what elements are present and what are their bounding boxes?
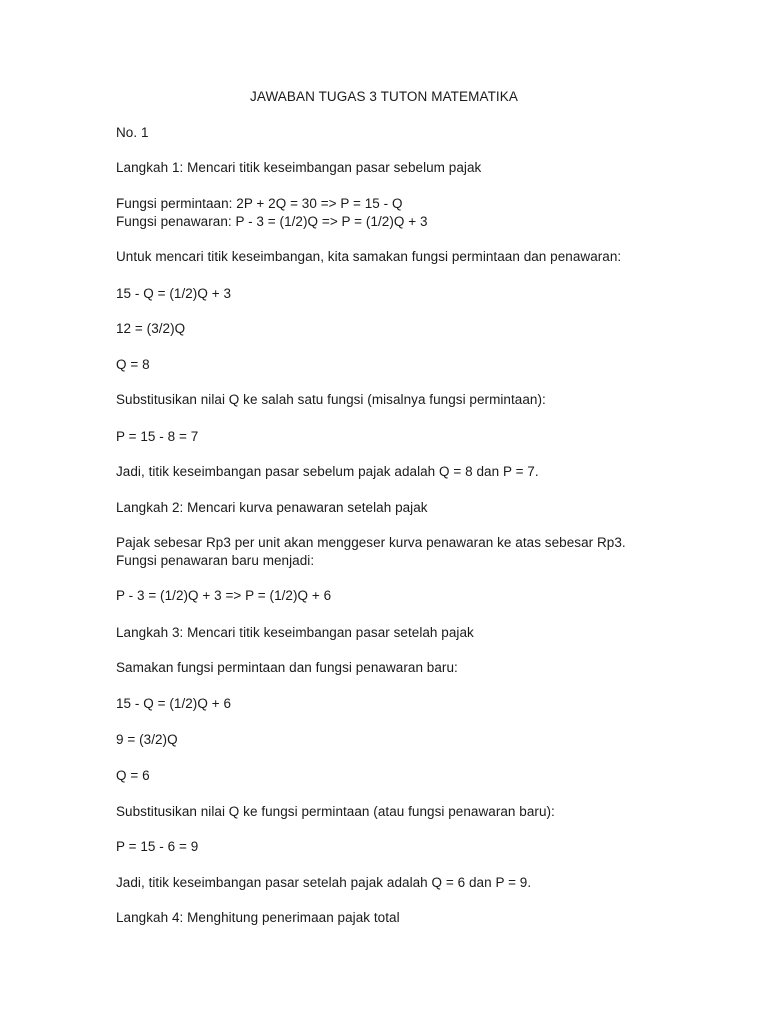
equation-line: P - 3 = (1/2)Q + 3 => P = (1/2)Q + 6 [116,588,332,603]
equation-line: 12 = (3/2)Q [116,321,186,336]
demand-function: Fungsi permintaan: 2P + 2Q = 30 => P = 15 - Q [116,196,403,211]
equation-line: 15 - Q = (1/2)Q + 6 [116,696,232,711]
paragraph-line: Substitusikan nilai Q ke fungsi permintaan (atau fungsi penawaran baru): [116,804,555,819]
step-2-heading: Langkah 2: Mencari kurva penawaran setelah pajak [116,500,428,515]
paragraph-line: Substitusikan nilai Q ke salah satu fungsi (misalnya fungsi permintaan): [116,392,546,407]
conclusion-line: Jadi, titik keseimbangan pasar setelah pajak adalah Q = 6 dan P = 9. [116,875,532,890]
document-title: JAWABAN TUGAS 3 TUTON MATEMATIKA [250,89,518,104]
supply-function: Fungsi penawaran: P - 3 = (1/2)Q => P = (1/2)Q + 3 [116,214,428,229]
equation-line: Q = 6 [116,768,150,783]
equation-line: 9 = (3/2)Q [116,732,178,747]
equation-line: 15 - Q = (1/2)Q + 3 [116,286,232,301]
step-1-heading: Langkah 1: Mencari titik keseimbangan pasar sebelum pajak [116,160,482,175]
equation-line: Q = 8 [116,357,150,372]
conclusion-line: Jadi, titik keseimbangan pasar sebelum pajak adalah Q = 8 dan P = 7. [116,464,539,479]
question-number: No. 1 [116,125,149,140]
paragraph-line: Samakan fungsi permintaan dan fungsi penawaran baru: [116,660,458,675]
equation-line: P = 15 - 8 = 7 [116,429,199,444]
paragraph-line: Fungsi penawaran baru menjadi: [116,553,315,568]
step-4-heading: Langkah 4: Menghitung penerimaan pajak total [116,910,400,925]
paragraph-line: Untuk mencari titik keseimbangan, kita samakan fungsi permintaan dan penawaran: [116,249,622,264]
equation-line: P = 15 - 6 = 9 [116,839,199,854]
paragraph-line: Pajak sebesar Rp3 per unit akan menggeser kurva penawaran ke atas sebesar Rp3. [116,535,626,550]
step-3-heading: Langkah 3: Mencari titik keseimbangan pasar setelah pajak [116,625,474,640]
